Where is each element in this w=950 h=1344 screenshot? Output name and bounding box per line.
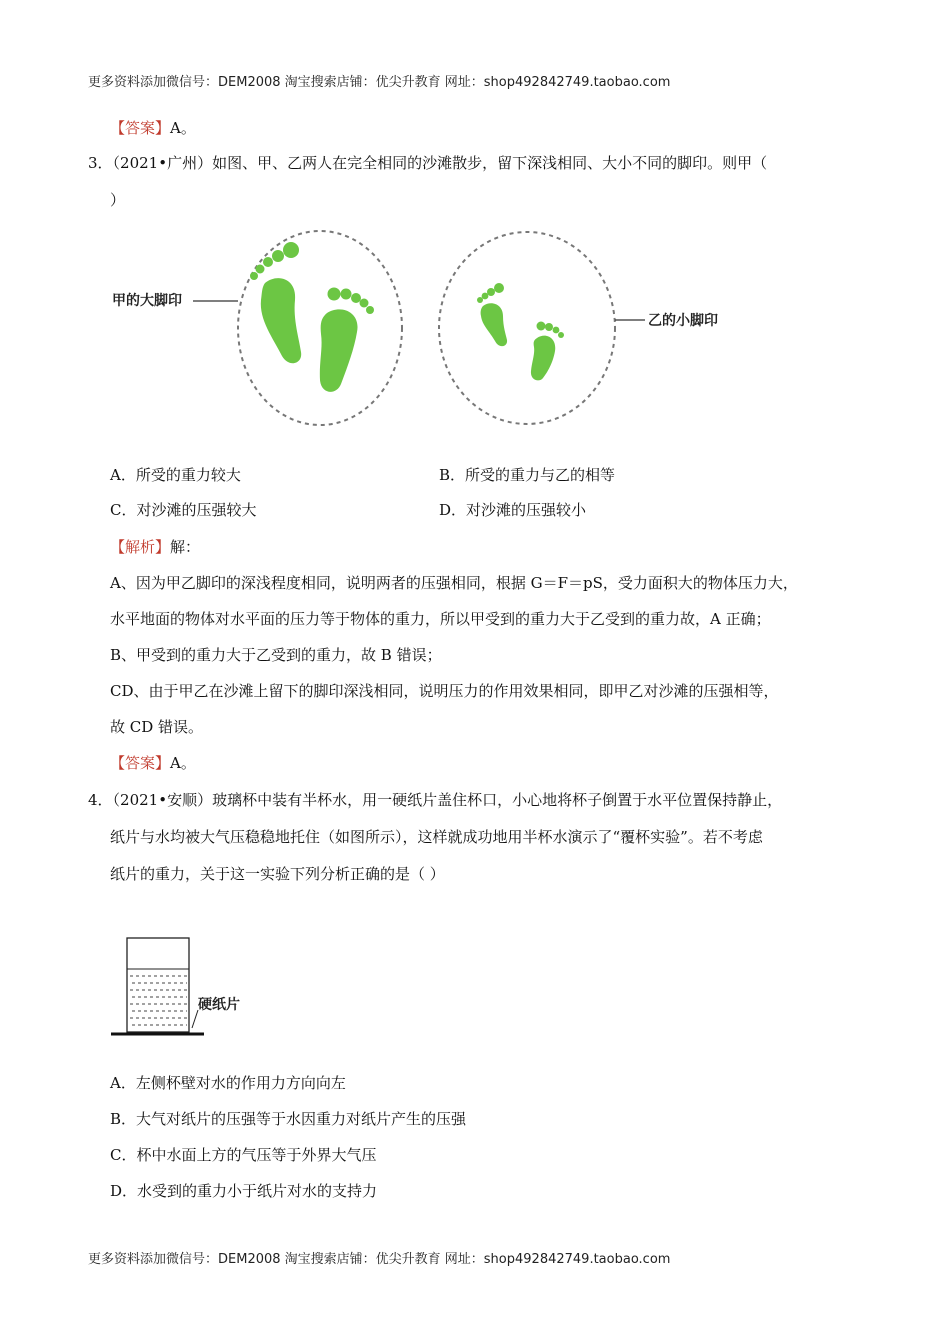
answer-tag: 【答案】 [110,119,171,137]
foot-icon [531,322,564,381]
big-footprint-label: 甲的大脚印 [112,293,182,309]
q3-option-c: C．对沙滩的压强较大 [110,501,257,519]
q3-option-b: B．所受的重力与乙的相等 [439,466,616,484]
q3-analysis-line: CD、由于甲乙在沙滩上留下的脚印深浅相同，说明压力的作用效果相同，即甲乙对沙滩的压强相等， [110,682,779,700]
page-footer: 更多资料添加微信号：DEM2008 淘宝搜索店铺：优尖升教育 网址：shop492842749.taobao.com [88,1252,671,1267]
q4-option-b: B．大气对纸片的压强等于水因重力对纸片产生的压强 [110,1110,467,1128]
foot-icon [250,242,301,363]
cardboard-label: 硬纸片 [198,997,240,1013]
answer-tag: 【答案】 [110,754,171,772]
q4-option-c: C．杯中水面上方的气压等于外界大气压 [110,1146,377,1164]
q3-analysis-heading [110,537,200,557]
q4-stem-line: 纸片与水均被大气压稳稳地托住（如图所示），这样就成功地用半杯水演示了“覆杯实验”。若不考虑 [110,828,763,846]
small-footprint-label: 乙的小脚印 [648,313,718,329]
q4-option-d: D．水受到的重力小于纸片对水的支持力 [110,1182,378,1200]
q4-option-a: A．左侧杯壁对水的作用力方向向左 [110,1074,346,1092]
q4-stem-line: 纸片的重力，关于这一实验下列分析正确的是（ ） [110,865,445,883]
q4-stem-line: 4．（2021•安顺）玻璃杯中装有半杯水，用一硬纸片盖住杯口，小心地将杯子倒置于水平位置保持静止， [88,791,783,809]
answer-value: A。 [170,754,196,772]
q3-analysis-line: B、甲受到的重力大于乙受到的重力，故 B 错误； [110,646,442,664]
q3-analysis-line: 水平地面的物体对水平面的压力等于物体的重力，所以甲受到的重力大于乙受到的重力故，A 正确； [110,610,771,628]
analysis-tag: 【解析】 [110,538,171,556]
q3-stem-line2: ） [110,191,126,209]
answer-value: A。 [170,119,196,137]
big-footprints-circle [238,231,402,425]
q3-answer [110,753,196,773]
inverted-cup-figure [108,930,288,1042]
q3-stem-line1: 3．（2021•广州）如图、甲、乙两人在完全相同的沙滩散步，留下深浅相同、大小不同的脚印。则甲（ [88,154,768,172]
prev-answer [110,118,196,138]
foot-icon [320,288,374,392]
small-footprints-circle [439,232,615,424]
foot-icon [477,283,507,346]
q3-option-d: D．对沙滩的压强较小 [439,501,587,519]
q3-analysis-line: A、因为甲乙脚印的深浅程度相同，说明两者的压强相同，根据 G＝F＝pS，受力面积大的物体压力大， [110,574,798,592]
q3-analysis-line: 故 CD 错误。 [110,718,204,736]
analysis-intro: 解： [170,538,201,556]
q3-option-a: A．所受的重力较大 [110,466,241,484]
page-header: 更多资料添加微信号：DEM2008 淘宝搜索店铺：优尖升教育 网址：shop492842749.taobao.com [88,75,671,90]
